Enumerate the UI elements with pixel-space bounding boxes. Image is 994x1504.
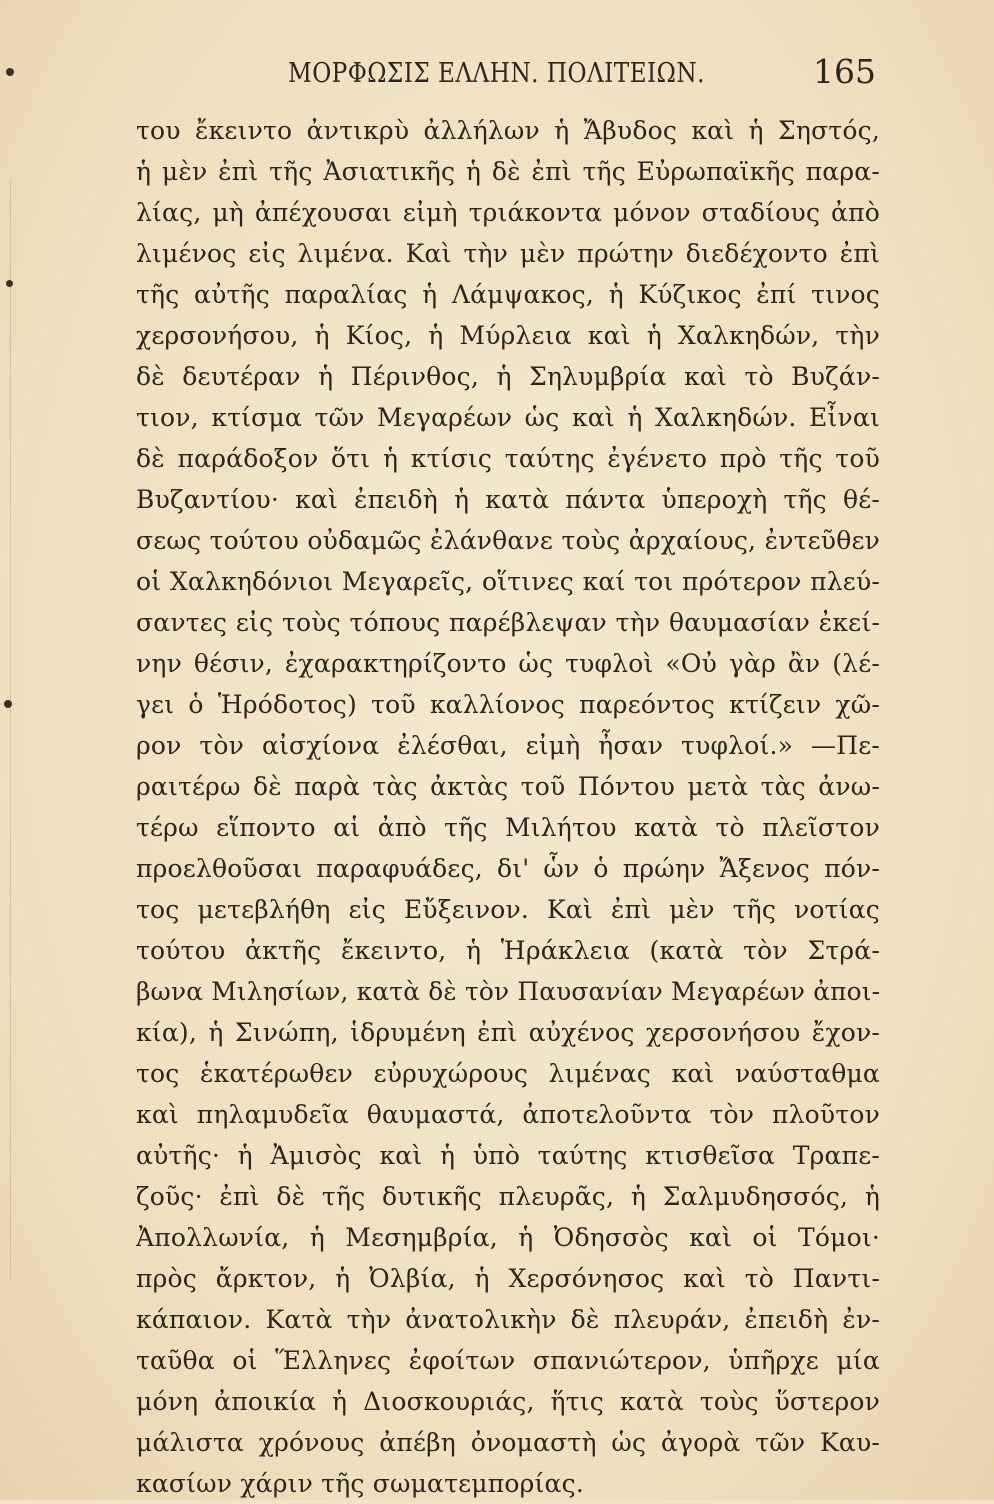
- text-line: κάπαιον. Κατὰ τὴν ἀνατολικὴν δὲ πλευράν, ἐπειδὴ ἐν-: [136, 1305, 880, 1334]
- text-line: πρὸς ἄρκτον, ἡ Ὀλβία, ἡ Χερσόνησος καὶ τὸ Παντι-: [136, 1264, 880, 1293]
- text-line: νην θέσιν, ἐχαρακτηρίζοντο ὡς τυφλοὶ «Οὐ γὰρ ἂν (λέ-: [136, 649, 880, 678]
- page-number: 165: [813, 52, 876, 91]
- text-line: δὲ δευτέραν ἡ Πέρινθος, ἡ Σηλυμβρία καὶ τὸ Βυζάν-: [136, 362, 880, 391]
- text-line: κασίων χάριν τῆς σωματεμπορίας.: [136, 1469, 584, 1498]
- margin-dot-lower: [4, 700, 12, 708]
- text-line: λιμένος εἰς λιμένα. Καὶ τὴν μὲν πρώτην διεδέχοντο ἐπὶ: [136, 239, 880, 268]
- text-line: ταῦθα οἱ Ἕλληνες ἐφοίτων σπανιώτερον, ὑπῆρχε μία: [136, 1346, 880, 1375]
- text-line: μόνη ἀποικία ἡ Διοσκουριάς, ἥτις κατὰ τοὺς ὕστερον: [136, 1387, 880, 1416]
- text-line: βωνα Μιλησίων, κατὰ δὲ τὸν Παυσανίαν Μεγαρέων ἀποι-: [136, 977, 881, 1006]
- text-line: λίας, μὴ ἀπέχουσαι εἰμὴ τριάκοντα μόνον σταδίους ἀπὸ: [136, 198, 880, 227]
- text-line: Βυζαντίου· καὶ ἐπειδὴ ἡ κατὰ πάντα ὑπεροχὴ τῆς θέ-: [136, 485, 880, 514]
- text-line: τούτου ἀκτῆς ἔκειντο, ἡ Ἡράκλεια (κατὰ τὸν Στρά-: [136, 936, 880, 965]
- margin-shadow: [10, 180, 11, 1280]
- text-line: οἱ Χαλκηδόνιοι Μεγαρεῖς, οἵτινες καί τοι πρότερον πλεύ-: [136, 567, 880, 596]
- text-line: ραιτέρω δὲ παρὰ τὰς ἀκτὰς τοῦ Πόντου μετὰ τὰς ἀνω-: [136, 772, 880, 801]
- text-line: δὲ παράδοξον ὅτι ἡ κτίσις ταύτης ἐγένετο πρὸ τῆς τοῦ: [136, 444, 880, 473]
- text-line: τος μετεβλήθη εἰς Εὔξεινον. Καὶ ἐπὶ μὲν τῆς νοτίας: [136, 895, 880, 924]
- text-line: τος ἑκατέρωθεν εὐρυχώρους λιμένας καὶ ναύσταθμα: [136, 1059, 880, 1088]
- text-line: τῆς αὐτῆς παραλίας ἡ Λάμψακος, ἡ Κύζικος ἐπί τινος: [136, 280, 880, 309]
- body-text: [136, 110, 880, 1504]
- text-line: γει ὁ Ἡρόδοτος) τοῦ καλλίονος παρεόντος κτίζειν χῶ-: [136, 690, 880, 719]
- text-line: του ἔκειντο ἀντικρὺ ἀλλήλων ἡ Ἄβυδος καὶ ἡ Σηστός,: [136, 116, 880, 145]
- text-line: αὐτῆς· ἡ Ἀμισὸς καὶ ἡ ὑπὸ ταύτης κτισθεῖσα Τραπε-: [136, 1141, 880, 1170]
- text-line: σεως τούτου οὐδαμῶς ἐλάνθανε τοὺς ἀρχαίους, ἐντεῦθεν: [136, 526, 880, 555]
- text-line: ζοῦς· ἐπὶ δὲ τῆς δυτικῆς πλευρᾶς, ἡ Σαλμυδησσός, ἡ: [136, 1182, 880, 1211]
- text-line: Ἀπολλωνία, ἡ Μεσημβρία, ἡ Ὀδησσὸς καὶ οἱ Τόμοι·: [136, 1223, 880, 1252]
- text-line: τιον, κτίσμα τῶν Μεγαρέων ὡς καὶ ἡ Χαλκηδών. Εἶναι: [136, 403, 880, 432]
- running-head: ΜΟΡΦΩΣΙΣ ΕΛΛΗΝ. ΠΟΛΙΤΕΙΩΝ.: [288, 58, 705, 89]
- margin-dot-middle: [6, 280, 13, 287]
- text-line: σαντες εἰς τοὺς τόπους παρέβλεψαν τὴν θαυμασίαν ἐκεί-: [136, 608, 880, 637]
- text-line: τέρω εἵποντο αἱ ἀπὸ τῆς Μιλήτου κατὰ τὸ πλεῖστον: [136, 813, 880, 842]
- text-line: κία), ἡ Σινώπη, ἱδρυμένη ἐπὶ αὐχένος χερσονήσου ἔχον-: [136, 1018, 880, 1047]
- text-line: καὶ πηλαμυδεῖα θαυμαστά, ἀποτελοῦντα τὸν πλοῦτον: [136, 1100, 880, 1129]
- text-line: προελθοῦσαι παραφυάδες, δι' ὧν ὁ πρώην Ἄξενος πόν-: [136, 854, 880, 883]
- text-line: μάλιστα χρόνους ἀπέβη ὀνομαστὴ ὡς ἀγορὰ τῶν Καυ-: [136, 1428, 880, 1457]
- text-line: ἡ μὲν ἐπὶ τῆς Ἀσιατικῆς ἡ δὲ ἐπὶ τῆς Εὐρωπαϊκῆς παρα-: [136, 157, 880, 186]
- page-header: [0, 52, 994, 96]
- text-line: ρον τὸν αἰσχίονα ἐλέσθαι, εἰμὴ ἦσαν τυφλοί.» —Πε-: [136, 731, 880, 760]
- text-line: χερσονήσου, ἡ Κίος, ἡ Μύρλεια καὶ ἡ Χαλκηδών, τὴν: [136, 321, 880, 350]
